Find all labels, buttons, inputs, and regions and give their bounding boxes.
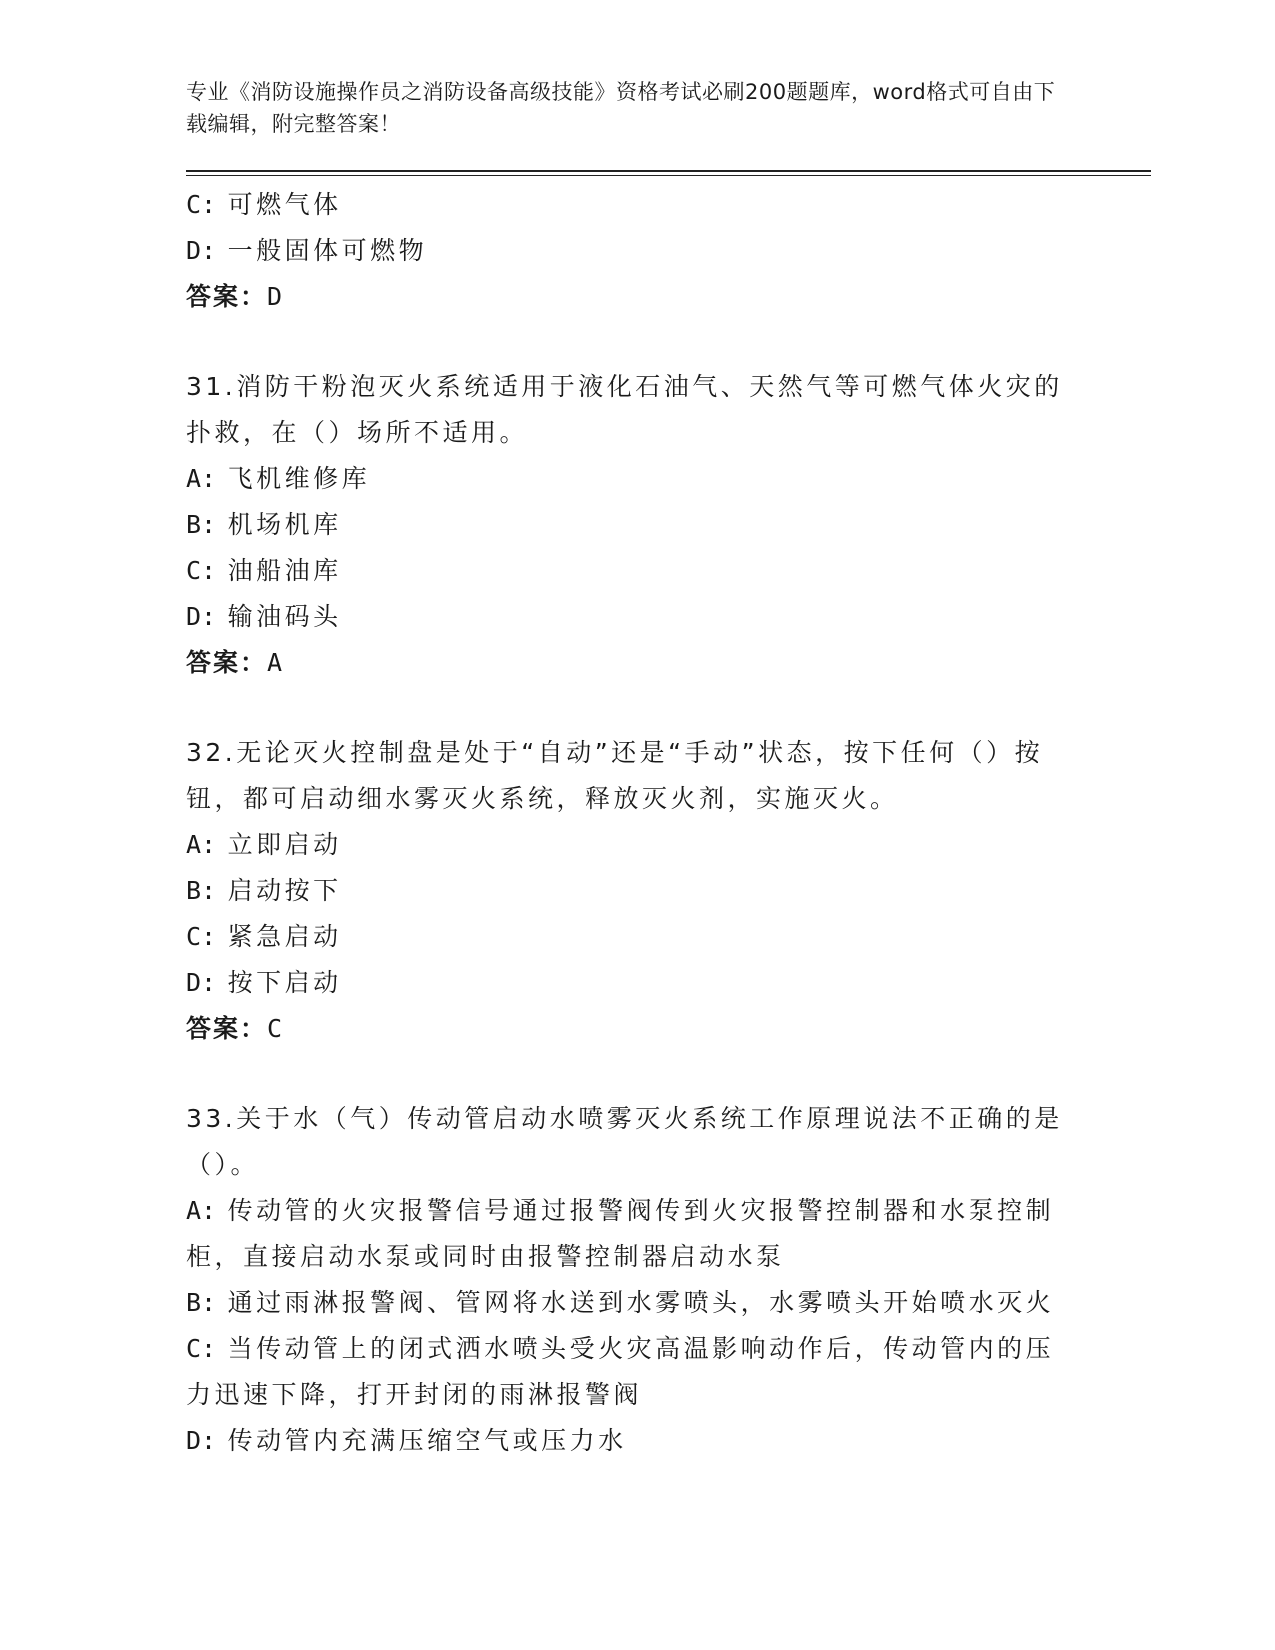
option-b: B: 机场机库 [186,510,342,539]
answer-line: 答案：A [186,648,285,677]
option-d: D: 输油码头 [186,602,342,631]
option-c: C: 紧急启动 [186,922,342,951]
question-stem: 33.关于水（气）传动管启动水喷雾灭火系统工作原理说法不正确的是（）。 [186,1104,1063,1179]
question-30-tail [186,182,1066,320]
option-d: D: 按下启动 [186,968,342,997]
question-list [186,182,1066,1464]
option-d: D: 一般固体可燃物 [186,236,428,265]
option-a: A: 飞机维修库 [186,464,371,493]
question-31 [186,364,1066,686]
option-a: A: 立即启动 [186,830,342,859]
option-c: C: 油船油库 [186,556,342,585]
answer-line: 答案：D [186,282,285,311]
document-header: 专业《消防设施操作员之消防设备高级技能》资格考试必刷200题题库，word格式可自由下载编辑，附完整答案！ [186,80,1056,136]
document-page [186,0,1151,1464]
question-stem: 31.消防干粉泡灭火系统适用于液化石油气、天然气等可燃气体火灾的扑救，在（）场所不适用。 [186,372,1063,447]
option-c: C: 当传动管上的闭式洒水喷头受火灾高温影响动作后，传动管内的压力迅速下降，打开封闭的雨淋报警阀 [186,1334,1055,1409]
option-a: A: 传动管的火灾报警信号通过报警阀传到火灾报警控制器和水泵控制柜，直接启动水泵或同时由报警控制器启动水泵 [186,1196,1055,1271]
option-c: C: 可燃气体 [186,190,342,219]
option-b: B: 启动按下 [186,876,342,905]
header-divider [186,170,1151,176]
question-32 [186,730,1066,1052]
question-33 [186,1096,1066,1464]
question-stem: 32.无论灭火控制盘是处于“自动”还是“手动”状态，按下任何（）按钮，都可启动细水雾灭火系统，释放灭火剂，实施灭火。 [186,738,1044,813]
option-b: B: 通过雨淋报警阀、管网将水送到水雾喷头，水雾喷头开始喷水灭火 [186,1288,1055,1317]
answer-line: 答案：C [186,1014,285,1043]
option-d: D: 传动管内充满压缩空气或压力水 [186,1426,627,1455]
